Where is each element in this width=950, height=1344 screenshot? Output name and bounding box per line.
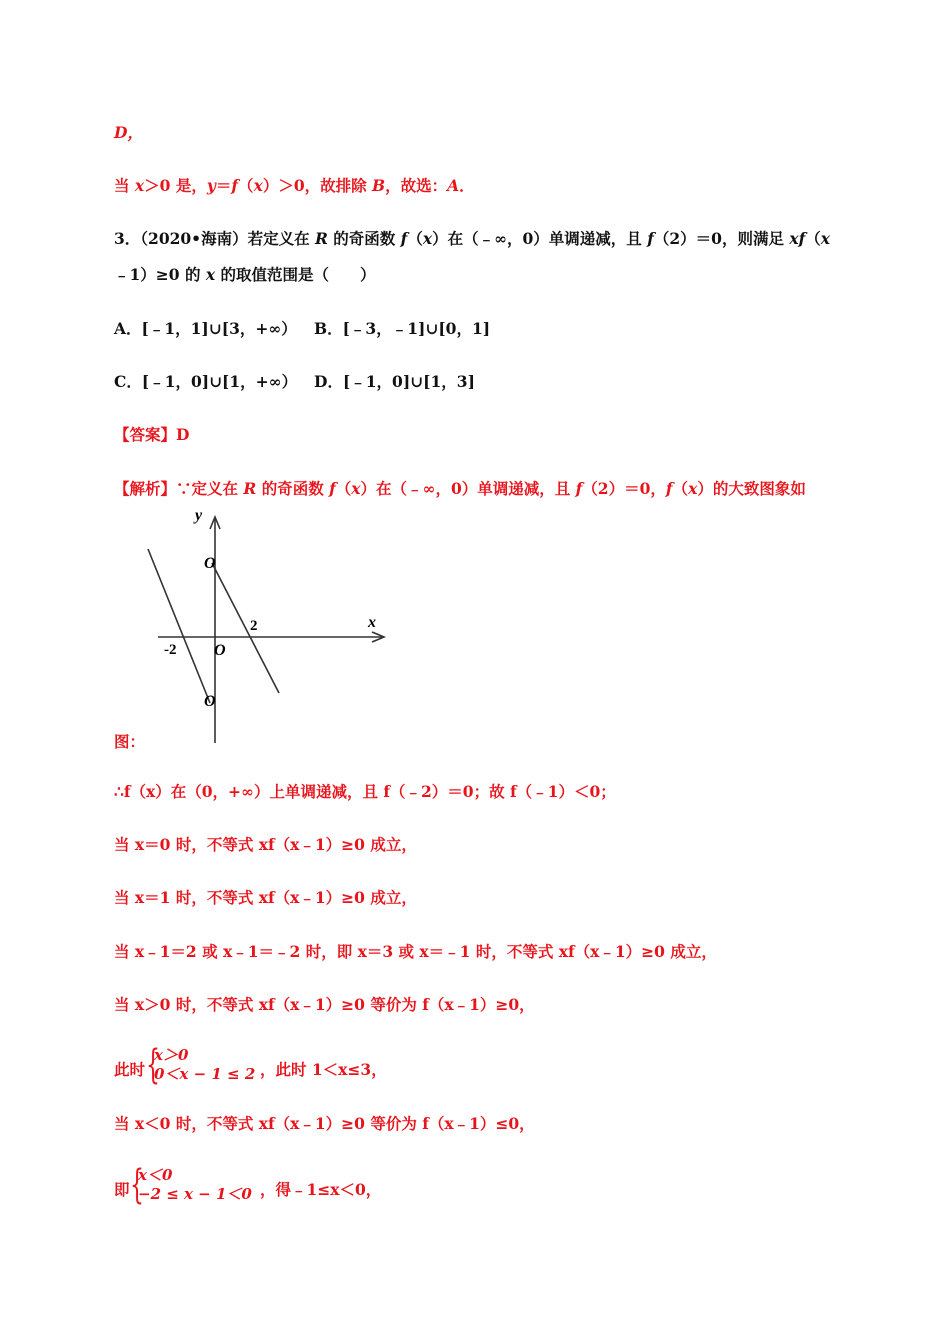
option-a: A．[﹣1，1]∪[3，+∞）	[114, 319, 297, 338]
system-brace: {	[130, 1162, 144, 1208]
function-graph	[140, 505, 400, 745]
x-axis-label: x	[368, 614, 376, 631]
step-roots: 当 x﹣1＝2 或 x﹣1＝﹣2 时，即 x＝3 或 x＝﹣1 时，不等式 xf（x﹣1）≥0 成立，	[114, 942, 717, 961]
step-x-positive: 当 x＞0 时，不等式 xf（x﹣1）≥0 等价为 f（x﹣1）≥0，	[114, 995, 535, 1014]
option-b: B．[﹣3，﹣1]∪[0，1]	[314, 319, 491, 338]
top-intercept-label: O	[204, 555, 216, 572]
pos-root-label: 2	[250, 618, 258, 634]
step-x-0: 当 x＝0 时，不等式 xf（x﹣1）≥0 成立，	[114, 835, 417, 854]
option-d: D．[﹣1，0]∪[1，3]	[314, 372, 475, 391]
text-line-d: D，	[114, 123, 143, 142]
left-branch-line	[148, 549, 210, 703]
figure-caption: 图：	[114, 732, 146, 751]
system-brace: {	[146, 1042, 160, 1088]
step-x-negative: 当 x＜0 时，不等式 xf（x﹣1）≥0 等价为 f（x﹣1）≤0，	[114, 1114, 535, 1133]
origin-label: O	[214, 642, 226, 659]
right-branch-line	[212, 563, 279, 693]
question-3-line-1: 3．（2020•海南）若定义在 R 的奇函数 f（x）在（﹣∞，0）单调递减，且 f（2）＝0，则满足 xf（x	[114, 229, 831, 248]
option-c: C．[﹣1，0]∪[1，+∞）	[114, 372, 298, 391]
analysis-line: 【解析】∵定义在 R 的奇函数 f（x）在（﹣∞，0）单调递减，且 f（2）＝0，f（x）的大致图象如	[114, 479, 806, 498]
text-line-exclude-b: 当 x＞0 是，y＝f（x）＞0，故排除 B，故选：A．	[114, 176, 475, 195]
neg-root-label: -2	[164, 642, 177, 658]
step-monotonic: ∴f（x）在（0，+∞）上单调递减，且 f（﹣2）＝0；故 f（﹣1）＜0；	[114, 782, 616, 801]
question-3-line-2: ﹣1）≥0 的 x 的取值范围是（ ）	[114, 265, 376, 284]
bottom-intercept-label: O	[204, 693, 216, 710]
step-x-1: 当 x＝1 时，不等式 xf（x﹣1）≥0 成立，	[114, 888, 417, 907]
answer-label: 【答案】D	[114, 425, 190, 444]
y-axis-label: y	[195, 507, 203, 524]
